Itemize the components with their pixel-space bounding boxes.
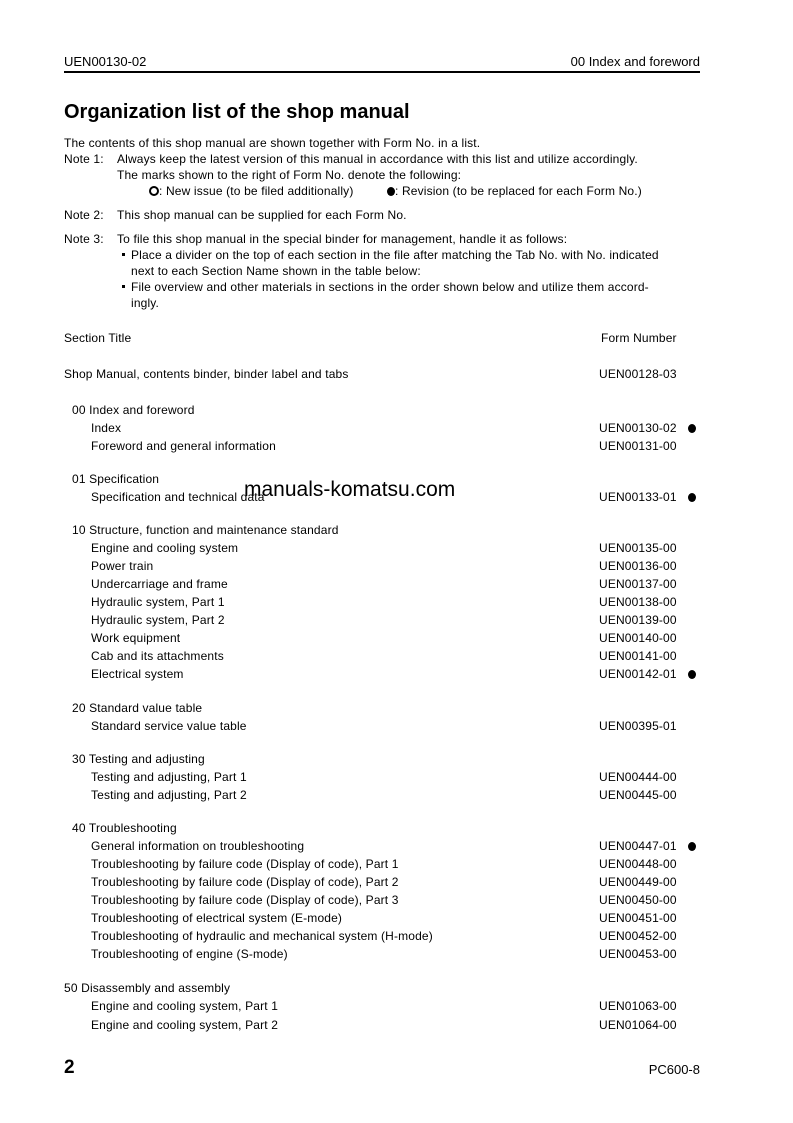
table-row-form: UEN01064-00: [599, 1018, 677, 1032]
table-row-form: UEN00452-00: [599, 929, 677, 943]
column-header-form-number: Form Number: [601, 331, 677, 345]
open-circle-icon: [149, 186, 159, 196]
table-row-form: UEN00141-00: [599, 649, 677, 663]
table-row-form: UEN01063-00: [599, 999, 677, 1013]
legend-new-issue: [149, 184, 353, 198]
table-row-form: UEN00142-01: [599, 667, 677, 681]
revision-mark-icon: [688, 667, 696, 681]
section-heading: 50 Disassembly and assembly: [64, 981, 231, 995]
section-heading: 40 Troubleshooting: [72, 821, 177, 835]
table-row-title: Electrical system: [91, 667, 184, 681]
table-row-title: Troubleshooting of hydraulic and mechanical system (H-mode): [91, 929, 433, 943]
intro-text: The contents of this shop manual are shown together with Form No. in a list.: [64, 136, 481, 150]
binder-row-title: Shop Manual, contents binder, binder label and tabs: [64, 367, 349, 381]
note3-text: To file this shop manual in the special binder for management, handle it as follows:: [117, 232, 568, 246]
table-row-form: UEN00453-00: [599, 947, 677, 961]
page-number: 2: [64, 1057, 75, 1078]
note2-text: This shop manual can be supplied for each Form No.: [117, 208, 407, 222]
section-heading: 20 Standard value table: [72, 701, 203, 715]
legend-new-text: : New issue (to be filed additionally): [159, 184, 354, 198]
table-row-title: Troubleshooting of engine (S-mode): [91, 947, 288, 961]
table-row-title: General information on troubleshooting: [91, 839, 305, 853]
table-row-title: Testing and adjusting, Part 1: [91, 770, 247, 784]
table-row-title: Engine and cooling system, Part 2: [91, 1018, 279, 1032]
table-row-form: UEN00395-01: [599, 719, 677, 733]
column-header-section-title: Section Title: [64, 331, 132, 345]
note1-line1: Always keep the latest version of this manual in accordance with this list and utilize accordingly.: [117, 152, 638, 166]
table-row-form: UEN00130-02: [599, 421, 677, 435]
table-row-title: Hydraulic system, Part 1: [91, 595, 225, 609]
revision-mark-icon: [688, 839, 696, 853]
table-row-title: Power train: [91, 559, 154, 573]
table-row-form: UEN00450-00: [599, 893, 677, 907]
table-row-title: Foreword and general information: [91, 439, 276, 453]
table-row-form: UEN00135-00: [599, 541, 677, 555]
table-row-form: UEN00447-01: [599, 839, 677, 853]
table-row-title: Troubleshooting of electrical system (E-mode): [91, 911, 343, 925]
table-row-form: UEN00131-00: [599, 439, 677, 453]
binder-row-form: UEN00128-03: [599, 367, 677, 381]
table-row-form: UEN00451-00: [599, 911, 677, 925]
table-row-form: UEN00136-00: [599, 559, 677, 573]
table-row-title: Troubleshooting by failure code (Display of code), Part 3: [91, 893, 399, 907]
revision-mark-icon: [688, 421, 696, 435]
table-row-form: UEN00449-00: [599, 875, 677, 889]
bullet-icon: [122, 248, 125, 262]
table-row-form: UEN00137-00: [599, 577, 677, 591]
note3-label: Note 3:: [64, 232, 104, 246]
section-heading: 00 Index and foreword: [72, 403, 195, 417]
header-section: 00 Index and foreword: [570, 54, 700, 69]
model-number: PC600-8: [648, 1062, 700, 1077]
section-heading: 30 Testing and adjusting: [72, 752, 205, 766]
watermark: manuals-komatsu.com: [244, 478, 456, 501]
table-row-form: UEN00448-00: [599, 857, 677, 871]
table-row-title: Work equipment: [91, 631, 181, 645]
filled-circle-icon: [387, 187, 395, 196]
header-doc-code: UEN00130-02: [64, 54, 147, 69]
legend-rev-text: : Revision (to be replaced for each Form No.): [395, 184, 642, 198]
bullet-icon: [122, 280, 125, 294]
table-row-title: Standard service value table: [91, 719, 247, 733]
table-row-form: UEN00445-00: [599, 788, 677, 802]
note1-label: Note 1:: [64, 152, 104, 166]
table-row-title: Index: [91, 421, 122, 435]
header-rule: [64, 71, 700, 73]
table-row-form: UEN00139-00: [599, 613, 677, 627]
bullet1-line2: next to each Section Name shown in the table below:: [131, 264, 421, 278]
table-row-form: UEN00138-00: [599, 595, 677, 609]
table-row-title: Undercarriage and frame: [91, 577, 228, 591]
note1-line2: The marks shown to the right of Form No. denote the following:: [117, 168, 462, 182]
table-row-title: Troubleshooting by failure code (Display of code), Part 1: [91, 857, 399, 871]
table-row-title: Engine and cooling system: [91, 541, 239, 555]
bullet2-line1: File overview and other materials in sections in the order shown below and utilize them accord-: [131, 280, 649, 294]
table-row-title: Specification and technical data: [91, 490, 265, 504]
table-row-title: Cab and its attachments: [91, 649, 224, 663]
table-row-form: UEN00140-00: [599, 631, 677, 645]
section-heading: 01 Specification: [72, 472, 160, 486]
table-row-form: UEN00444-00: [599, 770, 677, 784]
note2-label: Note 2:: [64, 208, 104, 222]
section-heading: 10 Structure, function and maintenance standard: [72, 523, 339, 537]
table-row-title: Hydraulic system, Part 2: [91, 613, 225, 627]
revision-mark-icon: [688, 490, 696, 504]
table-row-title: Engine and cooling system, Part 1: [91, 999, 279, 1013]
table-row-form: UEN00133-01: [599, 490, 677, 504]
table-row-title: Troubleshooting by failure code (Display of code), Part 2: [91, 875, 399, 889]
table-row-title: Testing and adjusting, Part 2: [91, 788, 247, 802]
bullet1-line1: Place a divider on the top of each section in the file after matching the Tab No. with No. indicated: [131, 248, 659, 262]
page-title: Organization list of the shop manual: [64, 101, 410, 123]
legend-revision: [387, 184, 642, 198]
bullet2-line2: ingly.: [131, 296, 160, 310]
